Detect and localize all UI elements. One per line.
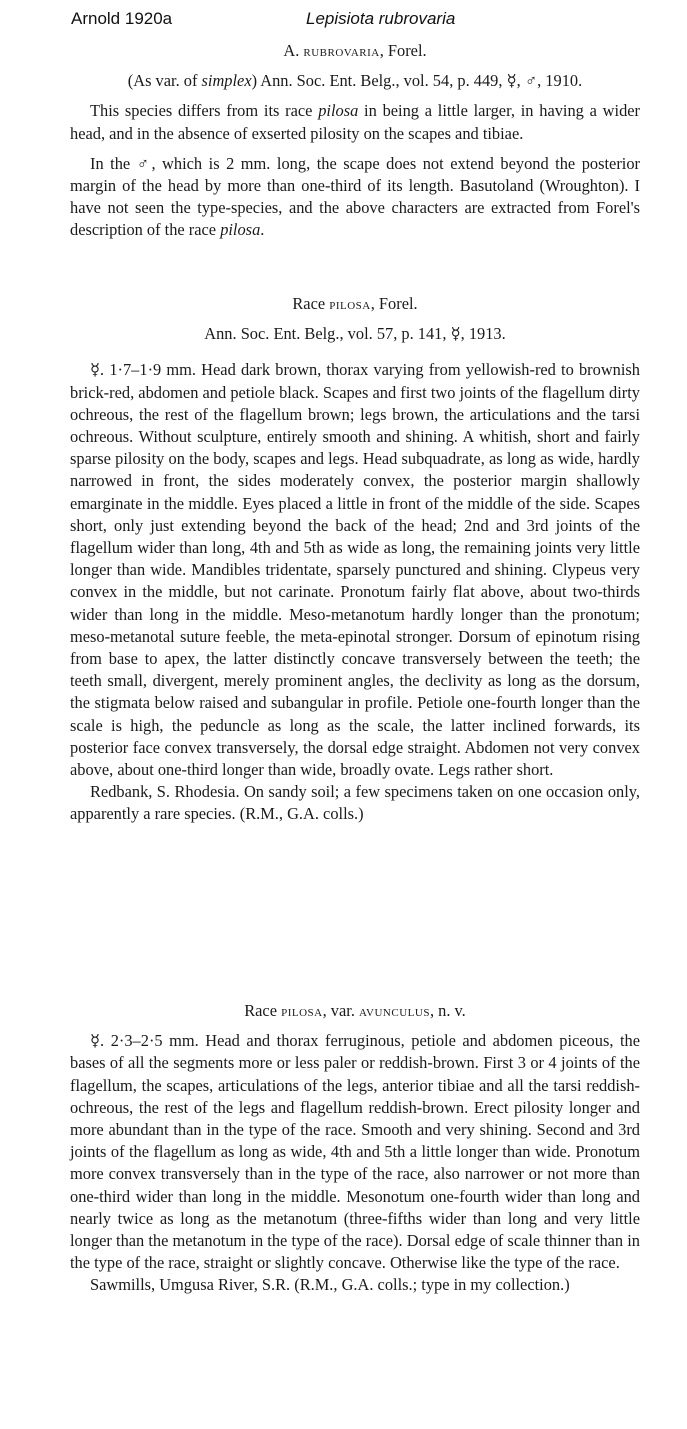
citation-pilosa: Ann. Soc. Ent. Belg., vol. 57, p. 141, ☿, 1913. [204, 324, 506, 344]
header-author-year: Arnold 1920a [71, 9, 173, 28]
section-title-rubrovaria: A. rubrovaria, Forel. [283, 41, 427, 60]
paragraph-locality-avunculus: Sawmills, Umgusa River, S.R. (R.M., G.A. colls.; type in my collection.) [90, 1275, 570, 1295]
section-rubrovaria [70, 40, 640, 242]
paragraph-worker-description-pilosa: ☿. 1·7–1·9 mm. Head dark brown, thorax varying from yellowish-red to brownish brick-red, abdomen and petiole black. Scapes and first two joints of the flagellum dirty ochreous, the rest of the flagellum brown; legs brown, the articulations and the tarsi ochreous. Without sculpture, entirely smooth and shining. A whitish, short and fairly sparse pilosity on the body, scapes and legs. Head subquadrate, as long as wide, hardly narrowed in front, the sides moderately convex, the posterior margin shallowly emarginate in the middle. Eyes placed a little in front of the middle of the side. Scapes short, only just extending beyond the back of the head; 2nd and 3rd joints of the flagellum wider than long, 4th and 5th as wide as long, the remaining joints very little longer than wide. Mandibles tridentate, sparsely punctured and shining. Clypeus very convex in the middle, but not carinate. Pronotum fairly flat above, about two-thirds wider than long in the middle. Meso-metanotum hardly longer than the pronotum; meso-metanotal suture feeble, the meta-epinotal stronger. Dorsum of epinotum rising from base to apex, the latter distinctly concave transversely between the teeth; the teeth small, divergent, merely prominent angles, the declivity as long as the dorsum, the stigmata below raised and subangular in profile. Petiole one-fourth longer than the scale is high, the peduncle as long as the scale, the latter inclined forwards, its posterior face convex transversely, the dorsal edge straight. Abdomen not very convex above, about one-third longer than wide, broadly ovate. Legs rather short. [70, 360, 640, 780]
header-species-name: Lepisiota rubrovaria [306, 9, 456, 28]
paragraph-male-description: In the ♂, which is 2 mm. long, the scape does not extend beyond the posterior margin of the head by more than one-third of its length. Basutoland (Wroughton). I have not seen the type-species, and the above characters are extracted from Forel's description of the race pilosa. [70, 153, 640, 240]
section-pilosa [70, 293, 640, 826]
section-avunculus [70, 1000, 640, 1297]
paragraph-locality-pilosa: Redbank, S. Rhodesia. On sandy soil; a few specimens taken on one occasion only, apparently a rare species. (R.M., G.A. colls.) [70, 782, 640, 824]
section-title-avunculus: Race pilosa, var. avunculus, n. v. [244, 1001, 466, 1020]
paragraph-comparison: This species differs from its race pilosa in being a little larger, in having a wider head, and in the absence of exserted pilosity on the scapes and tibiae. [70, 101, 640, 143]
section-title-pilosa: Race pilosa, Forel. [292, 294, 418, 313]
paragraph-worker-description-avunculus: ☿. 2·3–2·5 mm. Head and thorax ferruginous, petiole and abdomen piceous, the bases of all the segments more or less paler or reddish-brown. First 3 or 4 joints of the flagellum, the scapes, articulations of the legs, anterior tibiae and all the tarsi reddish-ochreous, the rest of the legs and flagellum reddish-brown. Erect pilosity longer and more abundant than in the type of the race. Smooth and very shining. Second and 3rd joints of the flagellum as long as wide, 4th and 5th a little longer than wide. Pronotum more convex transversely than in the type of the race, also narrower or not more than one-third wider than long in the middle. Mesonotum one-fourth wider than long and nearly twice as long as the metanotum (three-fifths wider than long and very little longer than the metanotum in the type of the race). Dorsal edge of scale thinner than in the type of the race, straight or slightly concave. Otherwise like the type of the race. [70, 1031, 640, 1273]
citation-rubrovaria: (As var. of simplex) Ann. Soc. Ent. Belg., vol. 54, p. 449, ☿, ♂, 1910. [127, 71, 583, 91]
